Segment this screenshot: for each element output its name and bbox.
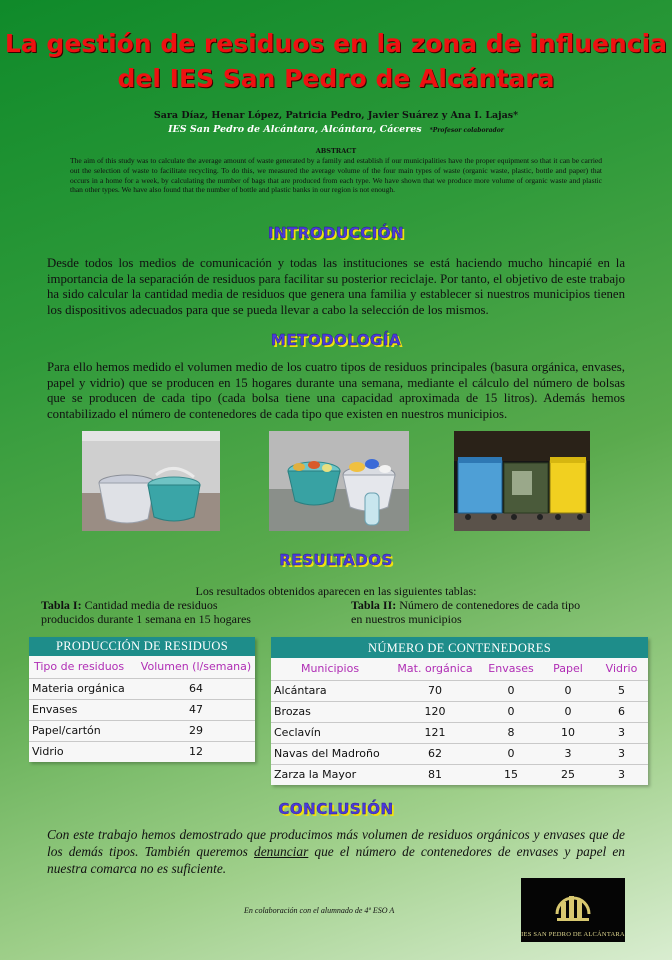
table-row <box>29 699 255 720</box>
table-row <box>29 678 255 699</box>
tabla1-title: PRODUCCIÓN DE RESIDUOS <box>29 637 255 656</box>
resultados-intro: Los resultados obtenidos aparecen en las siguientes tablas: <box>195 584 477 598</box>
tabla1-col-volumen: Volumen (l/semana) <box>140 660 252 674</box>
collaboration-note: En colaboración con el alumnado de 4º ESO A <box>244 906 395 915</box>
tabla2-col-organica: Mat. orgánica <box>397 662 473 676</box>
tabla-produccion-residuos <box>29 637 255 762</box>
tabla2-col-envases: Envases <box>488 662 534 676</box>
table-row <box>271 764 648 785</box>
tabla2-cell: 0 <box>541 680 595 701</box>
authors: Sara Díaz, Henar López, Patricia Pedro, Javier Suárez y Ana I. Lajas* <box>153 110 519 121</box>
school-logo-icon <box>521 878 625 928</box>
tabla2-caption-line1: Número de contenedores de cada tipo <box>396 598 581 612</box>
table-row <box>271 722 648 743</box>
tabla2-caption-line2: en nuestros municipios <box>351 612 462 626</box>
institution-line <box>0 124 672 135</box>
conclusion-text <box>47 826 625 878</box>
abstract-text: The aim of this study was to calculate the average amount of waste generated by a family and establish if our municipalities have the proper equipment so that it can be carried out the selection of waste to facilitate recycling. To do this, we measured the average volume of the four main types of waste (organic waste, plastic, bottle and paper) that occurs in a home for a week, by calculating the number of bags that are produced from each type. We have shown that we produce more volume of organic waste and plastic than other types. We have also found that the number of bottle and plastic banks in our region is not enough. <box>70 156 602 195</box>
photo-containers <box>454 431 590 531</box>
tabla1-cell: 64 <box>137 678 255 699</box>
tabla2-cell: Zarza la Mayor <box>271 764 389 785</box>
school-logo-text: IES SAN PEDRO DE ALCÁNTARA <box>521 931 625 938</box>
tabla1-cell: Materia orgánica <box>29 678 137 699</box>
tabla1-cell: Papel/cartón <box>29 720 137 741</box>
table-row <box>29 720 255 741</box>
tabla1-cell: 47 <box>137 699 255 720</box>
school-logo <box>521 878 625 942</box>
tabla1-cell: 12 <box>137 741 255 762</box>
tabla2-cell: 8 <box>481 722 541 743</box>
photo-bins-full <box>269 431 409 531</box>
resultados-heading: RESULTADOS <box>279 551 393 569</box>
tabla2-caption <box>351 598 580 626</box>
tabla2-cell: Alcántara <box>271 680 389 701</box>
tabla2-col-municipios: Municipios <box>300 662 360 676</box>
title-line-2: del IES San Pedro de Alcántara <box>117 64 555 93</box>
conclusion-text-part2: que el número de contenedores de envases y papel en nuestra comarca no es suficiente. <box>47 844 625 877</box>
tabla2-cell: 3 <box>595 743 648 764</box>
tabla1-caption <box>41 598 251 626</box>
tabla1-caption-label: Tabla I: <box>41 598 82 612</box>
tabla-numero-contenedores <box>271 637 648 785</box>
tabla2-cell: 3 <box>595 764 648 785</box>
tabla2-cell: Brozas <box>271 701 389 722</box>
tabla2-col-papel: Papel <box>553 662 583 676</box>
poster-title <box>0 26 672 96</box>
tabla2-cell: 0 <box>481 680 541 701</box>
tabla2-col-vidrio: Vidrio <box>605 662 638 676</box>
tabla2-cell: 121 <box>389 722 481 743</box>
tabla1-col-tipo: Tipo de residuos <box>34 660 125 674</box>
collaborator-note: *Profesor colaborador <box>429 127 504 134</box>
tabla2-cell: 15 <box>481 764 541 785</box>
tabla2-cell: 3 <box>541 743 595 764</box>
title-line-1: La gestión de residuos en la zona de influencia <box>4 29 668 58</box>
conclusion-text-part1: Con este trabajo hemos demostrado que producimos más volumen de residuos orgánicos y envases que de los demás tipos. También queremos <box>47 827 625 860</box>
tabla2-cell: 6 <box>595 701 648 722</box>
conclusion-emphasis: denunciar <box>254 844 309 860</box>
tabla1-caption-line2: producidos durante 1 semana en 15 hogares <box>41 612 251 626</box>
tabla2-title: NÚMERO DE CONTENEDORES <box>271 637 648 658</box>
tabla2-cell: 3 <box>595 722 648 743</box>
tabla2-grid <box>271 658 648 785</box>
tabla2-cell: 70 <box>389 680 481 701</box>
metodologia-heading: METODOLOGÍA <box>270 331 402 349</box>
metodologia-text: Para ello hemos medido el volumen medio de los cuatro tipos de residuos principales (basura orgánica, envases, papel y vidrio) que se producen en 15 hogares durante una semana, mediante el cálculo del número de bolsas que se producen de cada tipo (cada bolsa tiene una capacidad aproximada de 15 litros). Además hemos contabilizado el número de contenedores de cada tipo que existen en nuestros municipios. <box>47 360 625 421</box>
tabla2-cell: 0 <box>481 743 541 764</box>
tabla1-grid <box>29 656 255 762</box>
institution: IES San Pedro de Alcántara, Alcántara, Cáceres <box>168 124 422 135</box>
tabla2-caption-label: Tabla II: <box>351 598 397 612</box>
table-row <box>271 701 648 722</box>
table-row <box>271 743 648 764</box>
tabla2-cell: 25 <box>541 764 595 785</box>
introduccion-text: Desde todos los medios de comunicación y todas las instituciones se está haciendo mucho hincapié en la importancia de la separación de residuos para facilitar su posterior reciclaje. Por tanto, el objetivo de este trabajo ha sido calcular la cantidad media de residuos que genera una familia y establecer si nuestros municipios tienen los dispositivos adecuados para que se pueda llevar a cabo la selección de los mismos. <box>47 256 625 317</box>
tabla2-cell: 10 <box>541 722 595 743</box>
tabla2-cell: Navas del Madroño <box>271 743 389 764</box>
tabla1-cell: Envases <box>29 699 137 720</box>
table-row <box>271 680 648 701</box>
introduccion-heading: INTRODUCCIÓN <box>267 224 405 242</box>
abstract-heading: ABSTRACT <box>315 147 357 155</box>
tabla2-cell: 81 <box>389 764 481 785</box>
tabla2-cell: 120 <box>389 701 481 722</box>
tabla2-cell: 0 <box>481 701 541 722</box>
tabla1-caption-line1: Cantidad media de residuos <box>81 598 218 612</box>
tabla1-cell: Vidrio <box>29 741 137 762</box>
photo-bins-empty <box>82 431 220 531</box>
conclusion-heading: CONCLUSIÓN <box>278 800 394 818</box>
tabla2-cell: Ceclavín <box>271 722 389 743</box>
tabla2-cell: 5 <box>595 680 648 701</box>
table-row <box>29 741 255 762</box>
tabla2-cell: 0 <box>541 701 595 722</box>
tabla1-cell: 29 <box>137 720 255 741</box>
tabla2-cell: 62 <box>389 743 481 764</box>
